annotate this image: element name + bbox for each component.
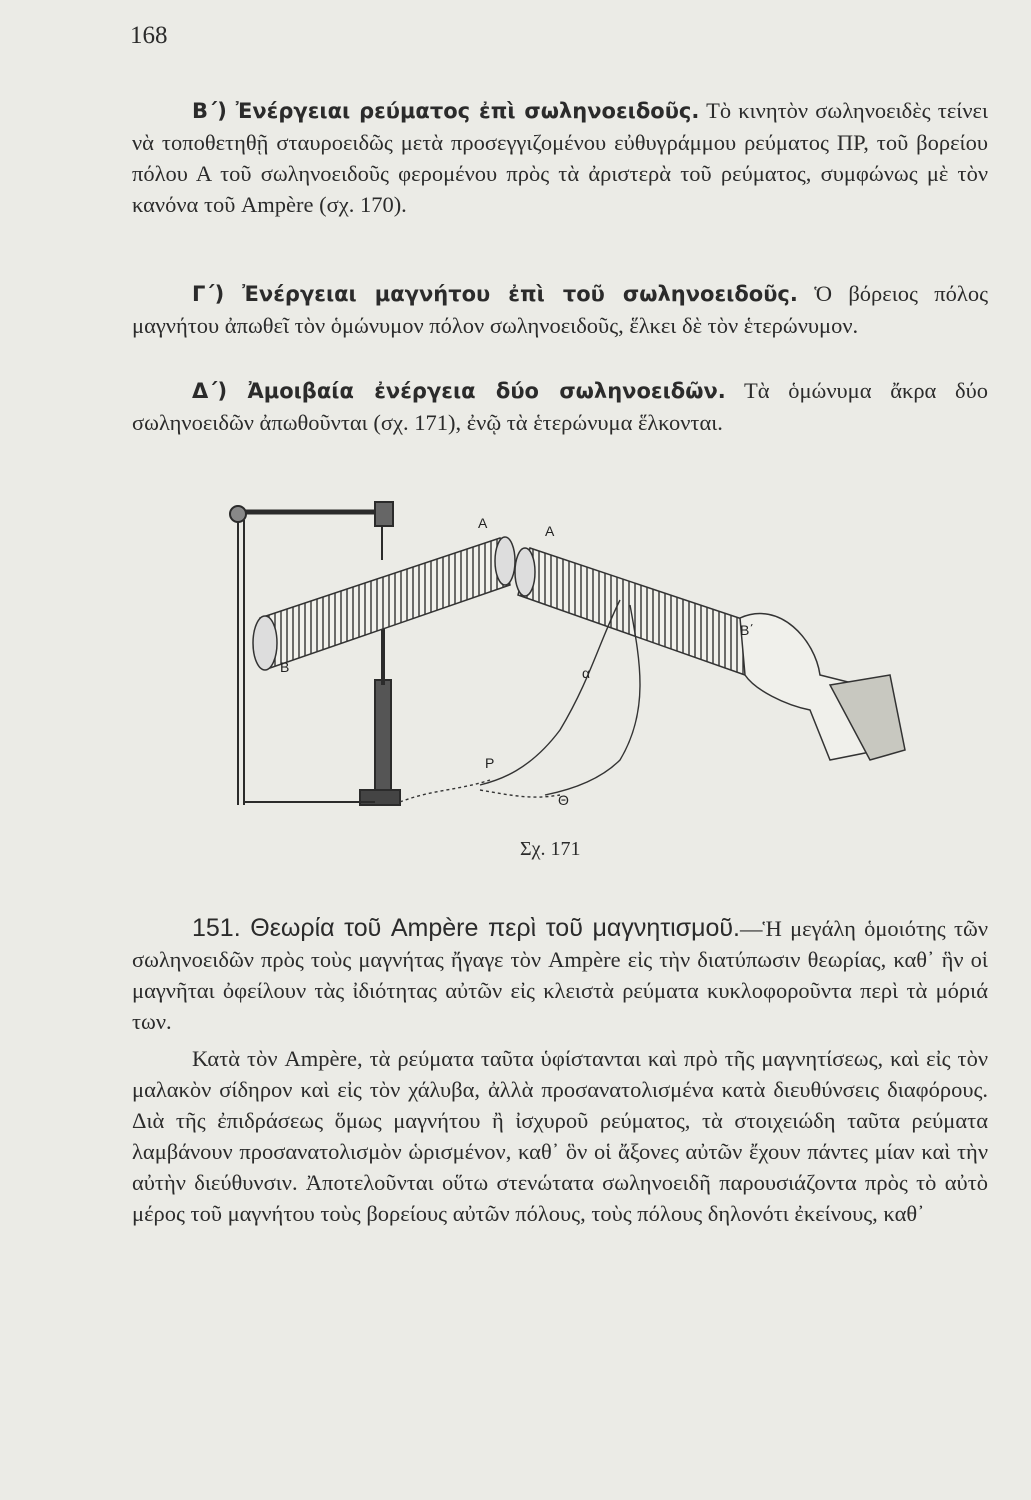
label-b-left: B bbox=[280, 659, 290, 675]
section-151 bbox=[132, 913, 988, 1229]
section-b-heading: Β΄) Ἐνέργειαι ρεύματος ἐπὶ σωληνοειδοῦς. bbox=[192, 99, 700, 123]
label-b-right: B΄ bbox=[740, 622, 754, 638]
right-solenoid bbox=[515, 548, 760, 675]
section-d-heading: Δ΄) Ἀμοιβαία ἐνέργεια δύο σωληνοειδῶν. bbox=[192, 379, 726, 403]
section-151-paragraph-2: Κατὰ τὸν Ampère, τὰ ρεύματα ταῦτα ὑφίστανται καὶ πρὸ τῆς μαγνητίσεως, καὶ εἰς τὸν μαλακὸν σίδηρον καὶ εἰς τὸν χάλυβα, ἀλλὰ προσανατολισμένα κατὰ διευθύνσεις διαφόρους. Διὰ τῆς ἐπιδράσεως ὅμως μαγνήτου ἢ ἰσχυροῦ ρεύματος, τὰ στοιχειώδη ταῦτα ρεύματα λαμβάνουν προσανατολισμὸν ὡρισμένον, καθ᾽ ὃν οἱ ἄξονες αὐτῶν ἔχουν πάντες μίαν καὶ τὴν αὐτὴν διεύθυνσιν. Ἀποτελοῦνται οὕτω στενώτατα σωληνοειδῆ παρουσιάζοντα πρὸς τὸ αὐτὸ μέρος τοῦ μαγνήτου τοὺς βορείους αὐτῶν πόλους, τοὺς πόλους δηλονότι ἐκείνους, καθ᾽ bbox=[132, 1046, 988, 1226]
hand bbox=[740, 614, 905, 760]
section-d bbox=[132, 375, 988, 438]
label-a-right: A bbox=[545, 523, 555, 539]
figure-caption: Σχ. 171 bbox=[520, 838, 581, 860]
section-151-body-1: —Ἡ μεγάλη ὁμοιότης τῶν σωληνοειδῶν πρὸς τοὺς μαγνήτας ἤγαγε τὸν Ampère εἰς τὴν διατύπωσιν θεωρίας, καθ᾽ ἣν οἱ μαγνῆται ὀφείλουν τὰς ἰδιότητας αὐτῶν εἰς κλειστὰ ρεύματα κυκλοφοροῦντα περὶ τὰ μόριά των. bbox=[132, 916, 988, 1034]
page-number: 168 bbox=[130, 22, 168, 49]
solenoid-figure bbox=[200, 490, 920, 830]
label-rho: P bbox=[485, 755, 495, 771]
section-g-body: Ὁ βόρειος πόλος μαγνήτου ἀπωθεῖ τὸν ὁμώνυμον πόλον σωληνοειδοῦς, ἕλκει δὲ τὸν ἑτερώνυμον. bbox=[132, 281, 988, 338]
label-theta: Θ bbox=[558, 792, 569, 808]
label-alpha: α bbox=[582, 665, 591, 681]
section-g-heading: Γ΄) Ἐνέργειαι μαγνήτου ἐπὶ τοῦ σωληνοειδοῦς. bbox=[192, 282, 798, 306]
section-151-paragraph-1 bbox=[132, 913, 988, 1037]
section-b bbox=[132, 95, 988, 220]
section-b-body: Τὸ κινητὸν σωληνοειδὲς τείνει νὰ τοποθετηθῇ σταυροειδῶς μετὰ προσεγγιζομένου εὐθυγράμμου ρεύματος ΠΡ, τοῦ βορείου πόλου Α τοῦ σωληνοειδοῦς φερομένου πρὸς τὰ ἀριστερὰ τοῦ ρεύματος, συμφώνως μὲ τὸν κανόνα τοῦ Ampère (σχ. 170). bbox=[132, 98, 988, 217]
wires bbox=[400, 600, 640, 802]
label-a-left: A bbox=[478, 515, 488, 531]
section-g bbox=[132, 278, 988, 341]
section-151-heading: 151. Θεωρία τοῦ Ampère περὶ τοῦ μαγνητισμοῦ. bbox=[192, 914, 741, 942]
section-b-paragraph bbox=[132, 95, 988, 220]
section-g-paragraph bbox=[132, 278, 988, 341]
section-d-body: Τὰ ὁμώνυμα ἄκρα δύο σωληνοειδῶν ἀπωθοῦνται (σχ. 171), ἐνῷ τὰ ἑτερώνυμα ἕλκονται. bbox=[132, 378, 989, 435]
section-d-paragraph bbox=[132, 375, 988, 438]
